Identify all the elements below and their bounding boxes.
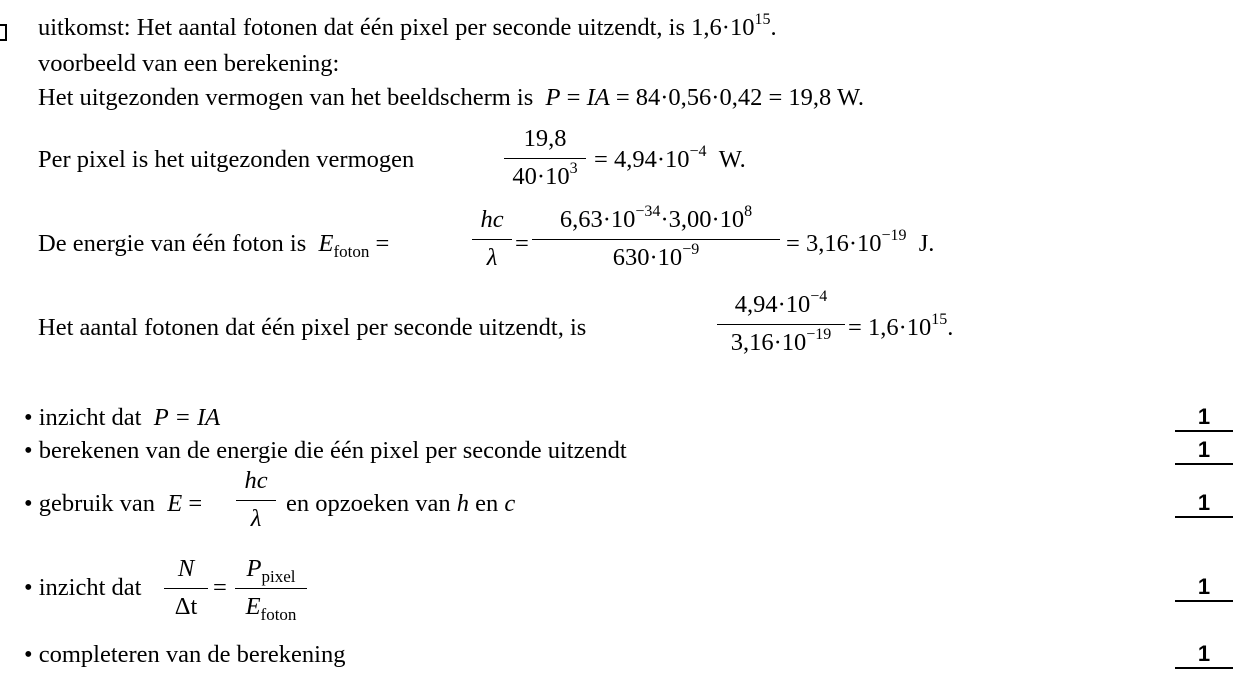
result-text: Het aantal fotonen dat één pixel per seconde uitzendt, is	[136, 14, 686, 41]
energy-text: De energie van één foton is $E_{foton}$ =	[38, 230, 390, 261]
power-line: Het uitgezonden vermogen van het beeldscherm is P = IA = 84·0,56·0,42 = 19,8 W.	[38, 84, 864, 111]
score-4: 1	[1175, 574, 1233, 602]
energy-result: = $3,16\cdot 10^{-19}$ J.	[786, 227, 935, 257]
score-2: 1	[1175, 437, 1233, 465]
pixel-power-denominator: $40\cdot 10^3$	[512, 159, 578, 190]
criterion-5: • completeren van de berekening	[24, 641, 346, 668]
energy-subscript: foton	[333, 242, 370, 261]
score-5: 1	[1175, 641, 1233, 669]
result-line: uitkomst: Het aantal fotonen dat één pixel per seconde uitzendt, is $1,6\cdot 10^{15}$.	[38, 11, 777, 41]
criterion-2: • berekenen van de energie die één pixel per seconde uitzendt	[24, 437, 627, 464]
pixel-power-fraction	[504, 127, 586, 189]
energy-fraction-hc-lambda: $\frac{hc}{\lambda}$	[472, 208, 512, 270]
criterion-4-lhs-fraction: $\frac{N}{\Delta t}$	[164, 557, 208, 619]
criterion-4: • inzicht dat	[24, 574, 142, 601]
criterion-3: • gebruik van E =	[24, 490, 203, 517]
criterion-3-after: en opzoeken van h en c	[286, 490, 516, 517]
checkbox-marker	[0, 24, 7, 41]
result-label: uitkomst:	[38, 14, 131, 41]
count-text: Het aantal fotonen dat één pixel per seconde uitzendt, is	[38, 314, 587, 341]
result-value: 1,6·10	[691, 14, 755, 41]
score-3: 1	[1175, 490, 1233, 518]
result-exponent: 15	[754, 11, 771, 28]
criterion-3-fraction: $\frac{hc}{\lambda}$	[236, 469, 276, 531]
criterion-4-rhs-fraction: $P_{pixel}$ $E_{foton}$	[235, 557, 307, 619]
score-1: 1	[1175, 404, 1233, 432]
example-label: voorbeeld van een berekening:	[38, 50, 340, 77]
pixel-power-text: Per pixel is het uitgezonden vermogen	[38, 146, 415, 173]
count-result: = $1,6\cdot 10^{15}$.	[848, 311, 954, 341]
power-formula: = 84·0,56·0,42 = 19,8 W.	[615, 84, 864, 111]
criterion-1: • inzicht dat P = IA	[24, 404, 221, 431]
power-text: Het uitgezonden vermogen van het beeldscherm is	[38, 84, 534, 111]
pixel-power-numerator: 19,8	[504, 127, 586, 159]
pixel-power-result: = $4,94\cdot 10^{-4}$ W.	[594, 143, 746, 173]
energy-fraction-numeric: $\frac{6,63\cdot 10^{-34}\cdot 3,00\cdot 10^8}{630\cdot 10^{-9}}$	[532, 208, 780, 270]
count-fraction: $\frac{4,94\cdot 10^{-4}}{3,16\cdot 10^{-19}}$	[717, 293, 845, 355]
